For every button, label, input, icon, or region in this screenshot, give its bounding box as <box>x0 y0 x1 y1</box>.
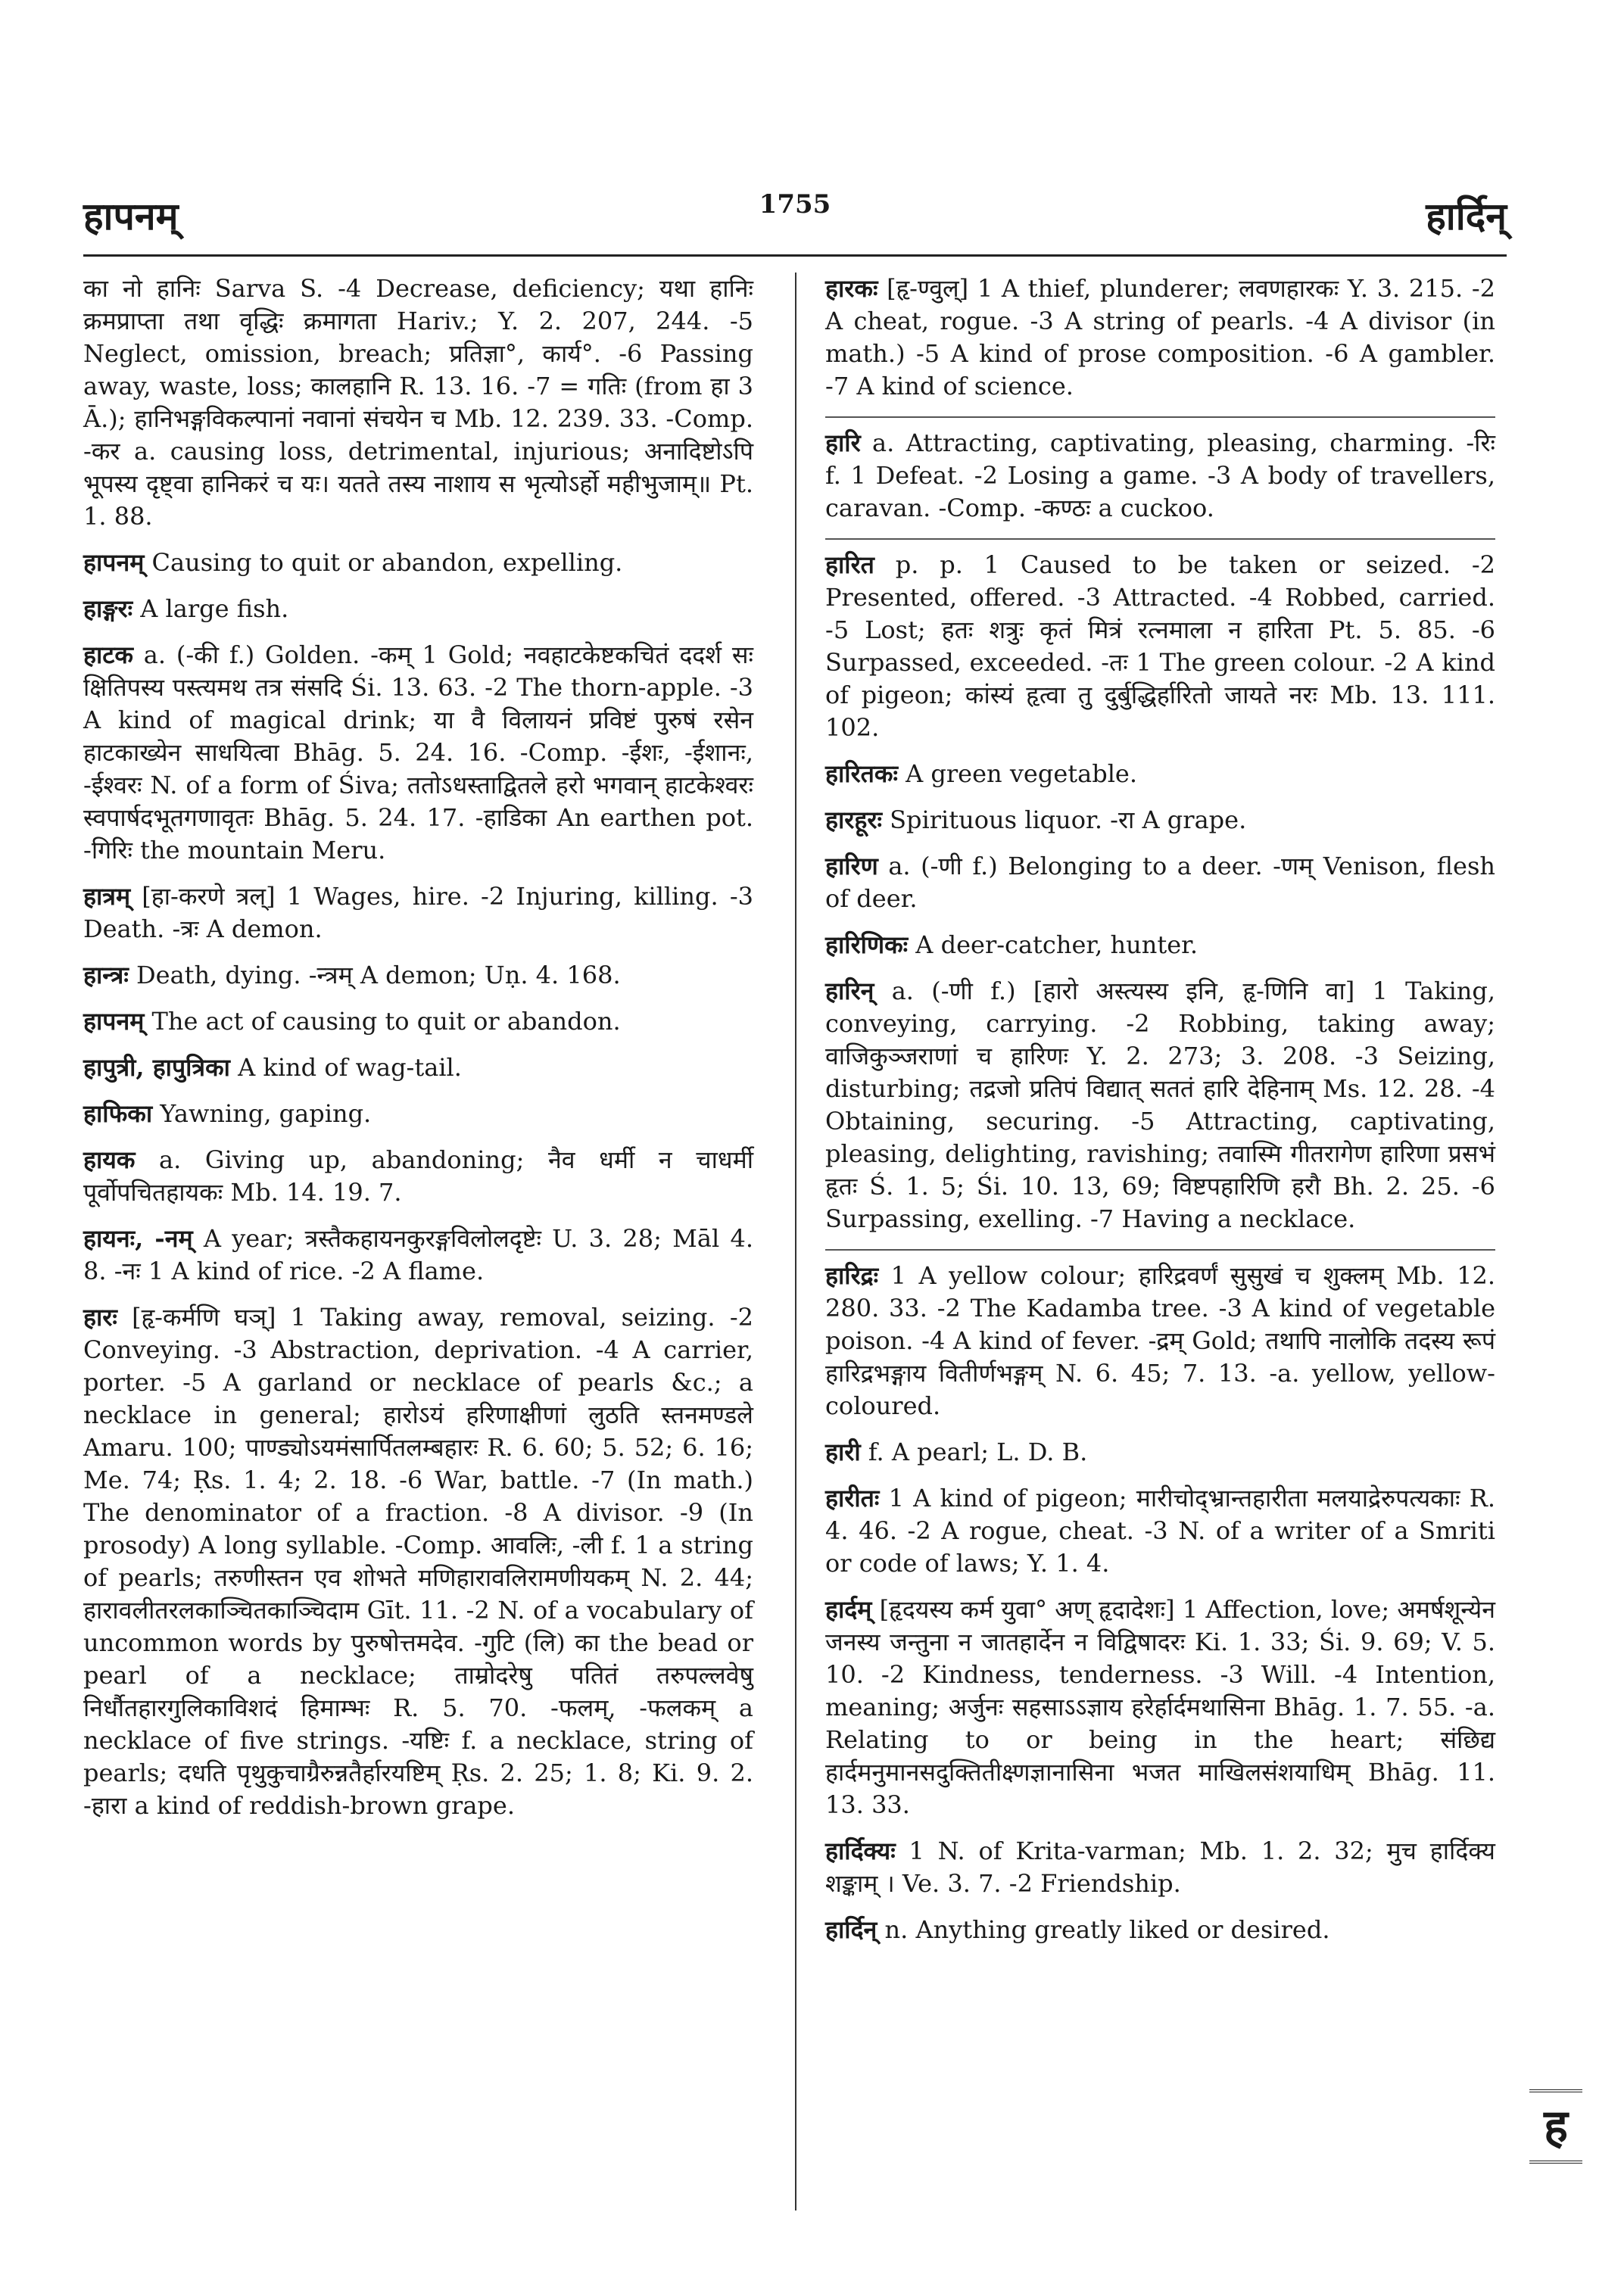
dictionary-entry <box>825 1436 1495 1469</box>
thumb-index-letter: ह <box>1529 2089 1582 2164</box>
dictionary-entry <box>83 1005 753 1038</box>
dictionary-entry <box>83 547 753 579</box>
definition: Yawning, gaping. <box>152 1099 372 1128</box>
dictionary-entry: का नो हानिः Sarva S. -4 Decrease, deficiency; यथा हानिः क्रमप्राप्ता तथा वृद्धिः क्रमागता Hariv.; Y. 2. 207, 244. -5 Neglect, omission, breach; प्रतिज्ञा°, कार्य°. -6 Passing away, waste, loss; कालहानि R. 13. 16. -7 = गतिः (from हा 3 Ā.); हानिभङ्गविकल्पानां नवानां संचयेन च Mb. 12. 239. 33. -Comp. -कर a. causing loss, detrimental, injurious; अनादिष्टोऽपि भूपस्य दृष्ट्वा हानिकरं च यः। यतते तस्य नाशाय स भृत्योऽर्हो महीभुजाम्॥ Pt. 1. 88. <box>83 274 753 531</box>
dictionary-entry <box>83 639 753 867</box>
headword: हार्दम् <box>825 1595 872 1624</box>
definition: p. p. 1 Caused to be taken or seized. -2 Presented, offered. -3 Attracted. -4 Robbed, carried. -5 Lost; हतः शत्रुः कृतं मित्रं रत्नमाला न हारिता Pt. 5. 85. -6 Surpassed, exceeded. -तः 1 The green colour. -2 A kind of pigeon; कांस्यं हृत्वा तु दुर्बुद्धिर्हारितो जायते नरः Mb. 13. 111. 102. <box>825 550 1495 742</box>
headword: हारिन् <box>825 977 874 1005</box>
headword: हाङ्गरः <box>83 594 133 623</box>
definition: n. Anything greatly liked or desired. <box>877 1915 1330 1944</box>
definition: [हृ-कर्मणि घञ्] 1 Taking away, removal, seizing. -2 Conveying. -3 Abstraction, deprivation. -4 A carrier, porter. -5 A garland or necklace of pearls &c.; a necklace in general; हारोऽयं हरिणाक्षीणां लुठति स्तनमण्डले Amaru. 100; पाण्ड्योऽयमंसार्पितलम्बहारः R. 6. 60; 5. 52; 6. 16; Me. 74; Ṛs. 1. 4; 2. 18. -6 War, battle. -7 (In math.) The denominator of a fraction. -8 A divisor. -9 (In prosody) A long syllable. -Comp. आवलिः, -ली f. 1 a string of pearls; तरुणीस्तन एव शोभते मणिहारावलिरामणीयकम् N. 2. 44; हारावलीतरलकाञ्चितकाञ्चिदाम Gīt. 11. -2 N. of a vocabulary of uncommon words by पुरुषोत्तमदेव. -गुटि (लि) का the bead or pearl of a necklace; ताम्रोदरेषु पतितं तरुपल्लवेषु निर्धौतहारगुलिकाविशदं हिमाम्भः R. 5. 70. -फलम्, -फलकम् a necklace of five strings. -यष्टिः f. a necklace, string of pearls; दधति पृथुकुचाग्रैरुन्नतैर्हारयष्टिम् Ṛs. 2. 25; 1. 8; Ki. 9. 2. -हारा a kind of reddish-brown grape. <box>83 1303 753 1820</box>
definition: Death, dying. -न्त्रम् A demon; Uṇ. 4. 168. <box>128 961 621 989</box>
column-divider <box>795 273 796 2210</box>
definition: A year; त्रस्तैकहायनकुरङ्गविलोलदृष्टेः U. 3. 28; Māl 4. 8. -नः 1 A kind of rice. -2 A flame. <box>83 1224 753 1285</box>
dictionary-entry <box>83 880 753 946</box>
dictionary-entry <box>825 538 1495 744</box>
dictionary-entry <box>825 273 1495 403</box>
definition: a. (-णी f.) Belonging to a deer. -णम् Venison, flesh of deer. <box>825 852 1495 913</box>
headword: हारिद्रः <box>825 1261 879 1290</box>
headword: हापनम् <box>83 1007 145 1036</box>
headword: हारकः <box>825 274 878 303</box>
headword: हारितकः <box>825 759 898 788</box>
headword: हात्रम् <box>83 882 131 911</box>
dictionary-entry <box>83 1144 753 1209</box>
definition: a. Attracting, captivating, pleasing, charming. -रिः f. 1 Defeat. -2 Losing a game. -3 A body of travellers, caravan. -Comp. -कण्ठः a cuckoo. <box>825 428 1495 522</box>
left-column <box>83 273 753 1836</box>
dictionary-entry <box>825 1594 1495 1821</box>
headword: हान्त्रः <box>83 961 129 989</box>
dictionary-entry <box>825 1914 1495 1946</box>
headword: हारित <box>825 550 874 579</box>
definition: 1 A kind of pigeon; मारीचोद्भ्रान्तहारीता मलयाद्रेरुपत्यकाः R. 4. 46. -2 A rogue, cheat. -3 N. of a writer of a Smriti or code of laws; Y. 1. 4. <box>825 1484 1495 1578</box>
definition: a. (-की f.) Golden. -कम् 1 Gold; नवहाटकेष्टकचितं ददर्श सः क्षितिपस्य पस्त्यमथ तत्र संसदि Śi. 13. 63. -2 The thorn-apple. -3 A kind of magical drink; या वै विलायनं प्रविष्टं पुरुषं रसेन हाटकाख्येन साधयित्वा Bhāg. 5. 24. 16. -Comp. -ईशः, -ईशानः, -ईश्वरः N. of a form of Śiva; ततोऽधस्ताद्वितले हरो भगवान् हाटकेश्वरः स्वपार्षदभूतगणावृतः Bhāg. 5. 24. 17. -हाडिका An earthen pot. -गिरिः the mountain Meru. <box>83 640 753 865</box>
dictionary-entry <box>83 1301 753 1822</box>
dictionary-entry <box>825 929 1495 961</box>
right-column <box>825 273 1495 1960</box>
headword: हारहूरः <box>825 805 882 834</box>
definition: Causing to quit or abandon, expelling. <box>144 548 623 577</box>
dictionary-entry <box>825 758 1495 790</box>
dictionary-entry <box>825 1482 1495 1580</box>
dictionary-entry <box>825 850 1495 915</box>
dictionary-entry <box>825 1835 1495 1900</box>
definition: A kind of wag-tail. <box>229 1053 462 1082</box>
headword: हारिण <box>825 852 878 880</box>
header-rule <box>83 254 1507 257</box>
headword: हायनः, -नम् <box>83 1224 193 1253</box>
headword: हारिणिकः <box>825 930 909 959</box>
headword: हाफिका <box>83 1099 153 1128</box>
dictionary-entry <box>825 804 1495 837</box>
header-guide-word-right: हार्दिन् <box>1426 194 1507 238</box>
definition: The act of causing to quit or abandon. <box>144 1007 621 1036</box>
dictionary-entry <box>83 1223 753 1288</box>
definition: 1 N. of Krita-varman; Mb. 1. 2. 32; मुच हार्दिक्य शङ्काम् । Ve. 3. 7. -2 Friendship. <box>825 1837 1495 1898</box>
page-header <box>83 189 1507 250</box>
headword: हापनम् <box>83 548 145 577</box>
page-number: 1755 <box>759 189 831 220</box>
definition: A large fish. <box>132 594 289 623</box>
definition: [हृदयस्य कर्म युवा° अण् हृदादेशः] 1 Affection, love; अमर्षशून्येन जनस्य जन्तुना न जातहार्देन न विद्विषादरः Ki. 1. 33; Śi. 9. 69; V. 5. 10. -2 Kindness, tenderness. -3 Will. -4 Intention, meaning; अर्जुनः सहसाऽऽज्ञाय हरेर्हार्दमथासिना Bhāg. 1. 7. 55. -a. Relating to or being in the heart; संछिद्य हार्दमनुमानसदुक्तितीक्ष्णज्ञानासिना भजत माखिलसंशयाधिम् Bhāg. 11. 13. 33. <box>825 1595 1495 1819</box>
dictionary-entry <box>83 1051 753 1084</box>
definition: A green vegetable. <box>897 759 1138 788</box>
headword: हापुत्री, हापुत्रिका <box>83 1053 230 1082</box>
definition: a. Giving up, abandoning; नैव धर्मी न चाधर्मी पूर्वोपचितहायकः Mb. 14. 19. 7. <box>83 1145 753 1207</box>
headword: हारि <box>825 428 861 457</box>
definition: 1 A yellow colour; हारिद्रवर्णं सुसुखं च शुक्लम् Mb. 12. 280. 33. -2 The Kadamba tree. -3 A kind of vegetable poison. -4 A kind of fever. -द्रम् Gold; तथापि नालोकि तदस्य रूपं हारिद्रभङ्गाय वितीर्णभङ्गम् N. 6. 45; 7. 13. -a. yellow, yellow-coloured. <box>825 1261 1495 1420</box>
dictionary-entry <box>83 959 753 992</box>
headword: हारी <box>825 1438 861 1466</box>
dictionary-entry <box>825 975 1495 1235</box>
headword: हाटक <box>83 640 133 669</box>
headword: हायक <box>83 1145 136 1174</box>
definition: a. (-णी f.) [हारो अस्त्यस्य इनि, हृ-णिनि वा] 1 Taking, conveying, carrying. -2 Robbing, taking away; वाजिकुञ्जराणां च हारिणः Y. 2. 273; 3. 208. -3 Seizing, disturbing; तद्रजो प्रतिपं विद्यात् सततं हारि देहिनाम् Ms. 12. 28. -4 Obtaining, securing. -5 Attracting, captivating, pleasing, delighting, ravishing; तवास्मि गीतरागेण हारिणा प्रसभं हृतः Ś. 1. 5; Śi. 10. 13, 69; विष्टपहारिणि हरौ Bh. 2. 25. -6 Surpassing, exelling. -7 Having a necklace. <box>825 977 1495 1233</box>
dictionary-entry <box>83 593 753 625</box>
definition: f. A pearl; L. D. B. <box>860 1438 1088 1466</box>
definition: A deer-catcher, hunter. <box>908 930 1199 959</box>
definition: [हा-करणे त्रल्] 1 Wages, hire. -2 Injuring, killing. -3 Death. -त्रः A demon. <box>83 882 753 943</box>
headword: हारीतः <box>825 1484 880 1513</box>
headword: हारः <box>83 1303 117 1332</box>
dictionary-entry <box>825 1249 1495 1422</box>
dictionary-entry <box>825 416 1495 525</box>
header-guide-word-left: हापनम् <box>83 194 179 238</box>
definition: [हृ-ण्वुल्] 1 A thief, plunderer; लवणहारकः Y. 3. 215. -2 A cheat, rogue. -3 A string of pearls. -4 A divisor (in math.) -5 A kind of prose composition. -6 A gambler. -7 A kind of science. <box>825 274 1495 400</box>
headword: हार्दिक्यः <box>825 1837 896 1865</box>
headword: हार्दिन् <box>825 1915 877 1944</box>
definition: Spirituous liquor. -रा A grape. <box>881 805 1247 834</box>
dictionary-entry <box>83 1098 753 1130</box>
